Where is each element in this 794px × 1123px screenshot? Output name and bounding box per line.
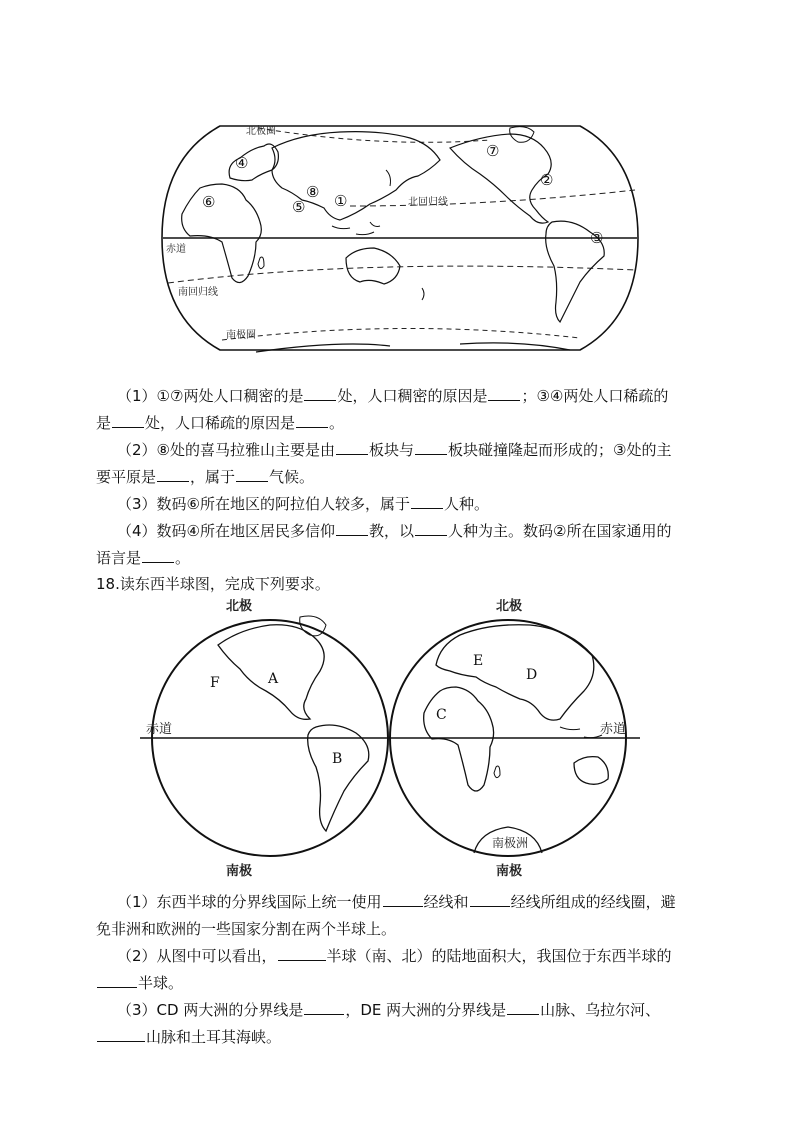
equator-label: 赤道 [166, 244, 186, 255]
letter-a: A [268, 671, 279, 687]
answer-blank[interactable] [278, 944, 326, 961]
answer-blank[interactable] [296, 411, 328, 428]
arctic-circle-label: 北极圈 [246, 126, 276, 137]
q18-line-2: 免非洲和欧洲的一些国家分割在两个半球上。 [96, 920, 397, 938]
letter-e: E [473, 653, 484, 669]
q18-line-3: （2）从图中可以看出， 半球（南、北）的陆地面积大，我国位于东西半球的 [96, 943, 706, 970]
letter-c: C [436, 707, 447, 723]
answer-blank[interactable] [488, 384, 520, 401]
answer-blank[interactable] [411, 492, 443, 509]
question-18-title: 18.读东西半球图，完成下列要求。 [96, 575, 330, 593]
north-pole-label-east: 北极 [496, 599, 523, 614]
marker-2: ② [540, 171, 554, 189]
answer-blank[interactable] [112, 411, 144, 428]
answer-blank[interactable] [97, 1025, 145, 1042]
hemispheres-map [140, 595, 640, 880]
marker-4: ④ [235, 154, 249, 172]
world-map [160, 118, 640, 358]
answer-blank[interactable] [304, 384, 336, 401]
marker-7: ⑦ [486, 142, 500, 160]
q18-line-1: （1）东西半球的分界线国际上统一使用 经线和 经线所组成的经线圈，避 [96, 889, 706, 916]
antarctic-circle-label: 南极圈 [226, 330, 256, 341]
marker-5: ⑤ [292, 198, 306, 216]
eurasia-outline [436, 625, 594, 720]
north-america-outline [450, 134, 554, 223]
answer-blank[interactable] [142, 546, 174, 563]
q17-line-6: （4）数码④所在地区居民多信仰 教，以 人种为主。数码②所在国家通用的 [96, 518, 706, 545]
marker-8: ⑧ [306, 183, 320, 201]
answer-blank[interactable] [383, 890, 423, 907]
q17-line-7: 语言是 。 [96, 545, 706, 572]
letter-b: B [332, 751, 343, 767]
answer-blank[interactable] [470, 890, 510, 907]
marker-1: ① [334, 192, 348, 210]
q17-line-3: （2）⑧处的喜马拉雅山主要是由 板块与 板块碰撞隆起而形成的；③处的主 [96, 437, 706, 464]
letter-d: D [526, 667, 538, 683]
question-18-text [96, 889, 706, 1051]
africa-outline [182, 184, 262, 283]
africa-outline [424, 687, 494, 791]
answer-blank[interactable] [304, 998, 344, 1015]
south-pole-label-east: 南极 [496, 864, 523, 879]
tropic-cancer-label: 北回归线 [408, 197, 448, 208]
q17-line-4: 要平原是 ，属于 气候。 [96, 464, 706, 491]
letter-f: F [210, 675, 220, 691]
tropic-capricorn-label: 南回归线 [178, 287, 218, 298]
south-pole-label-west: 南极 [226, 864, 253, 879]
answer-blank[interactable] [507, 998, 539, 1015]
answer-blank[interactable] [336, 438, 368, 455]
north-pole-label-west: 北极 [226, 599, 253, 614]
tropic-capricorn-line [168, 266, 636, 283]
marker-6: ⑥ [202, 193, 216, 211]
answer-blank[interactable] [97, 971, 137, 988]
answer-blank[interactable] [336, 519, 368, 536]
answer-blank[interactable] [415, 519, 447, 536]
australia-outline [346, 248, 400, 284]
q18-line-4: 半球。 [96, 970, 706, 997]
answer-blank[interactable] [236, 465, 268, 482]
q18-line-5: （3）CD 两大洲的分界线是 ，DE 两大洲的分界线是 山脉、乌拉尔河、 [96, 997, 706, 1024]
equator-label-east: 赤道 [600, 722, 627, 737]
q18-line-6: 山脉和土耳其海峡。 [96, 1024, 706, 1051]
marker-3: ③ [590, 229, 604, 247]
question-17-text [96, 383, 706, 572]
answer-blank[interactable] [157, 465, 189, 482]
q17-line-1: （1）①⑦两处人口稠密的是 处，人口稠密的原因是 ；③④两处人口稀疏的 [96, 383, 706, 410]
q17-line-5: （3）数码⑥所在地区的阿拉伯人较多，属于 人种。 [96, 491, 706, 518]
answer-blank[interactable] [415, 438, 447, 455]
australia-outline [574, 757, 608, 785]
q17-line-2: 是 处，人口稀疏的原因是 。 [96, 410, 706, 437]
antarctic-circle-line [222, 328, 580, 340]
equator-label-west: 赤道 [146, 722, 173, 737]
antarctica-label: 南极洲 [492, 836, 529, 850]
